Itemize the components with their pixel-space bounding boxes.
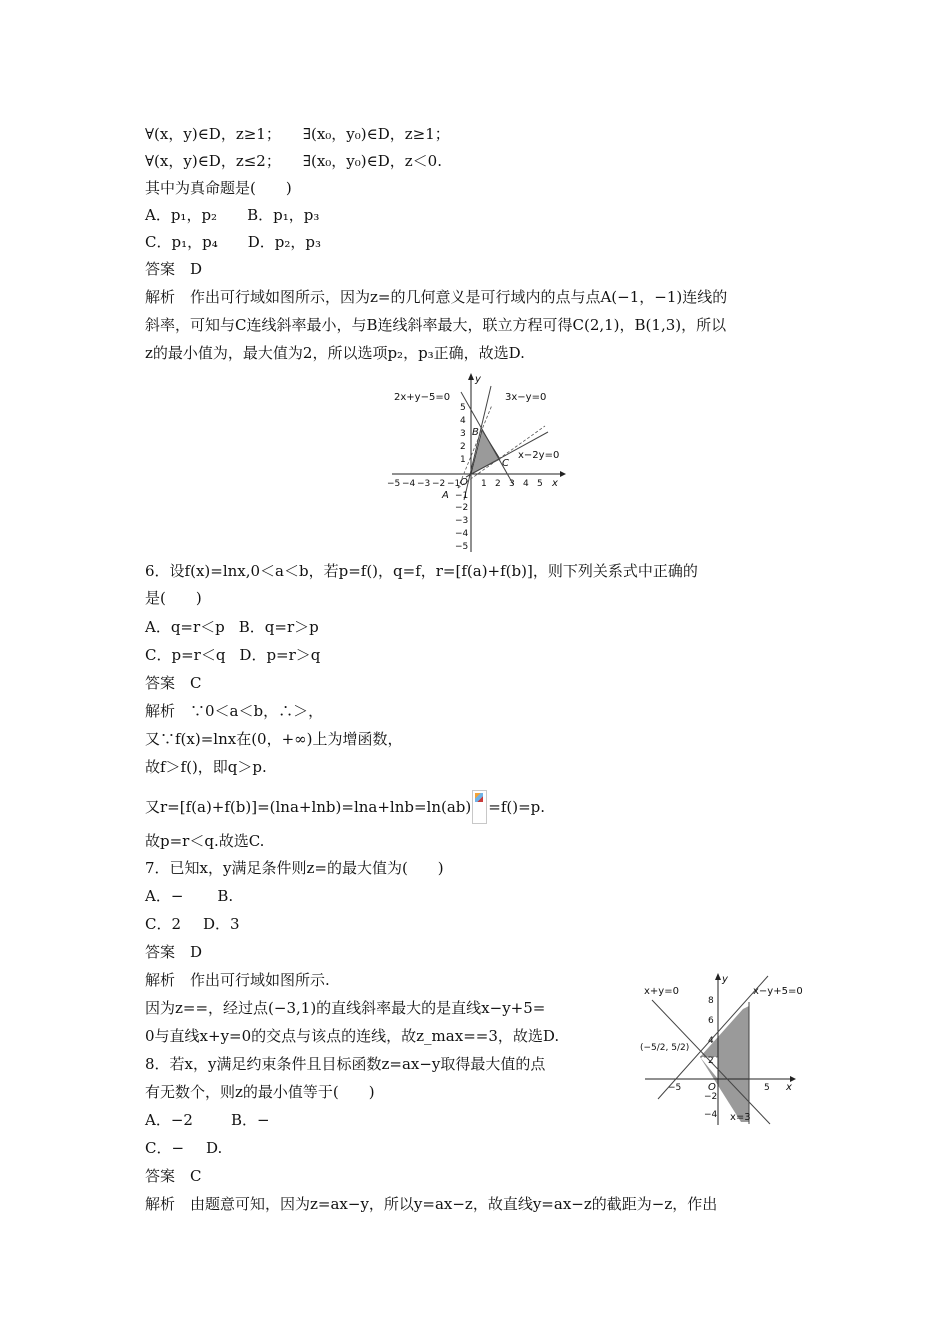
q5-option-c: C．p₁，p₄ (145, 233, 218, 251)
q5-option-a: A．p₁，p₂ (145, 206, 218, 224)
q5-ytick: −2 (455, 503, 469, 513)
q6-explanation-4b: =f()=p. (488, 798, 546, 816)
q5-xtick: 1 (481, 479, 487, 489)
q5-ytick: 5 (460, 403, 466, 413)
q6-stem-1: 6．设f(x)=lnx,0＜a＜b，若p=f()，q=f，r=[f(a)+f(b)]，则下列关系式中正确的 (145, 562, 698, 580)
q5-ytick: −4 (455, 529, 469, 539)
q5-ask: 其中为真命题是( ) (145, 179, 292, 197)
q5-ytick: 3 (460, 429, 466, 439)
q5-xtick: −4 (402, 479, 416, 489)
q7-option-a: A．− (145, 887, 184, 905)
q5-p4: ∃(x₀，y₀)∈D，z＜0. (302, 152, 442, 170)
q5-proposition-line1 (145, 124, 450, 144)
q5-label-o: O (460, 477, 468, 488)
q5-ytick: −1 (455, 491, 469, 501)
q7-explanation-1: 解析 作出可行域如图所示. (145, 971, 330, 989)
q7-ytick: 8 (708, 996, 714, 1006)
q5-xtick: −2 (432, 479, 446, 489)
q5-xtick: 2 (495, 479, 501, 489)
q5-explanation-2: 斜率，可知与C连线斜率最小，与B连线斜率最大，联立方程可得C(2,1)，B(1,3)，所以 (145, 316, 727, 334)
q8-options-ab (145, 1110, 270, 1130)
q7-ytick: 2 (708, 1056, 714, 1066)
q7-ytick: 6 (708, 1016, 714, 1026)
q8-stem-1: 8．若x，y满足约束条件且目标函数z=ax−y取得最大值的点 (145, 1055, 546, 1073)
q5-xtick: 5 (537, 479, 543, 489)
q5-answer: 答案 D (145, 260, 203, 278)
q7-y-arrow (715, 973, 721, 980)
q7-label-y: y (722, 974, 728, 985)
q6-option-c: C．p=r＜q (145, 646, 226, 664)
q7-option-c: C．2 (145, 915, 182, 933)
q5-options-cd (145, 232, 321, 252)
q6-options-cd (145, 645, 320, 665)
q5-ytick: 4 (460, 416, 466, 426)
q7-answer: 答案 D (145, 943, 203, 961)
q5-label-y: y (475, 374, 481, 385)
q5-y-arrow (468, 373, 474, 380)
q5-x-arrow (560, 471, 566, 477)
q7-ytick: −4 (704, 1110, 718, 1120)
q5-p1: ∀(x，y)∈D，z≥1； (145, 125, 281, 143)
q5-label-b: B (472, 427, 479, 438)
q6-option-a: A．q=r＜p (145, 618, 225, 636)
q6-stem-2: 是( ) (145, 589, 202, 607)
q5-feasible-region-figure (380, 370, 580, 555)
q5-explanation-1: 解析 作出可行域如图所示，因为z=的几何意义是可行域内的点与点A(−1，−1)连线的 (145, 288, 728, 306)
q6-explanation-5: 故p=r＜q.故选C. (145, 832, 265, 850)
q6-explanation-4a: 又r=[f(a)+f(b)]=(lna+lnb)=lna+lnb=ln(ab) (145, 798, 472, 816)
q5-label-x: x (552, 478, 558, 489)
q6-option-b: B．q=r＞p (238, 618, 319, 636)
q5-xtick: −3 (417, 479, 431, 489)
q8-option-a: A．−2 (145, 1111, 193, 1129)
q7-options-cd (145, 914, 240, 934)
q5-xtick: 3 (509, 479, 515, 489)
q5-xtick: −1 (447, 479, 461, 489)
q5-option-d: D．p₂，p₃ (247, 233, 321, 251)
q5-proposition-line2 (145, 151, 442, 171)
q7-option-b: B. (217, 887, 234, 905)
q5-label-line2: 3x−y=0 (505, 392, 547, 403)
q8-option-c: C．− (145, 1139, 185, 1157)
q7-ytick: −2 (704, 1092, 718, 1102)
q7-label-line1: x+y=0 (644, 986, 679, 997)
q5-label-line1: 2x+y−5=0 (394, 392, 451, 403)
q6-explanation-3: 故f＞f()，即q＞p. (145, 758, 267, 776)
q7-options-ab (145, 886, 233, 906)
q5-option-b: B．p₁，p₃ (247, 206, 320, 224)
q5-xtick: −5 (387, 479, 401, 489)
q5-p3: ∀(x，y)∈D，z≤2； (145, 152, 281, 170)
q5-label-line3: x−2y=0 (518, 450, 560, 461)
q7-xtick: −5 (668, 1083, 682, 1093)
q7-stem: 7．已知x，y满足条件则z=的最大值为( ) (145, 859, 444, 877)
q7-label-o: O (708, 1082, 716, 1093)
broken-image-icon (472, 790, 487, 824)
q7-ytick: 4 (708, 1036, 714, 1046)
q5-label-a: A (442, 490, 449, 501)
q6-explanation-4 (145, 790, 545, 824)
q8-explanation-1: 解析 由题意可知，因为z=ax−y，所以y=ax−z，故直线y=ax−z的截距为−z，作出 (145, 1195, 718, 1213)
q5-xtick: 4 (523, 479, 529, 489)
q6-option-d: D．p=r＞q (239, 646, 321, 664)
q8-options-cd (145, 1138, 222, 1158)
q7-feasible-region-figure (640, 972, 810, 1127)
q5-ytick: −3 (455, 516, 469, 526)
q7-xtick: 5 (764, 1083, 770, 1093)
q5-ytick: 2 (460, 442, 466, 452)
q6-explanation-1: 解析 ∵0＜a＜b，∴＞， (145, 702, 324, 720)
q7-explanation-3: 0与直线x+y=0的交点与该点的连线，故z_max==3，故选D. (145, 1027, 560, 1045)
q5-p2: ∃(x₀，y₀)∈D，z≥1； (302, 125, 450, 143)
q8-stem-2: 有无数个，则z的最小值等于( ) (145, 1083, 375, 1101)
q6-explanation-2: 又∵f(x)=lnx在(0，+∞)上为增函数， (145, 730, 403, 748)
q5-ytick: −5 (455, 542, 469, 552)
q8-option-b: B．− (230, 1111, 270, 1129)
q7-label-line2: x−y+5=0 (753, 986, 803, 997)
q5-label-c: C (502, 458, 509, 469)
q7-label-line3: x=3 (730, 1112, 751, 1123)
q7-label-x: x (786, 1082, 792, 1093)
q8-option-d: D. (206, 1139, 223, 1157)
q7-label-point: (−5/2, 5/2) (640, 1043, 690, 1053)
q6-answer: 答案 C (145, 674, 202, 692)
q5-ytick: 1 (460, 455, 466, 465)
q6-options-ab (145, 617, 319, 637)
q5-explanation-3: z的最小值为，最大值为2，所以选项p₂，p₃正确，故选D. (145, 344, 525, 362)
q7-explanation-2: 因为z==，经过点(−3,1)的直线斜率最大的是直线x−y+5= (145, 999, 546, 1017)
q5-line-2x-y-5 (461, 392, 513, 484)
q5-options-ab (145, 205, 319, 225)
q7-option-d: D．3 (203, 915, 240, 933)
q8-answer: 答案 C (145, 1167, 202, 1185)
